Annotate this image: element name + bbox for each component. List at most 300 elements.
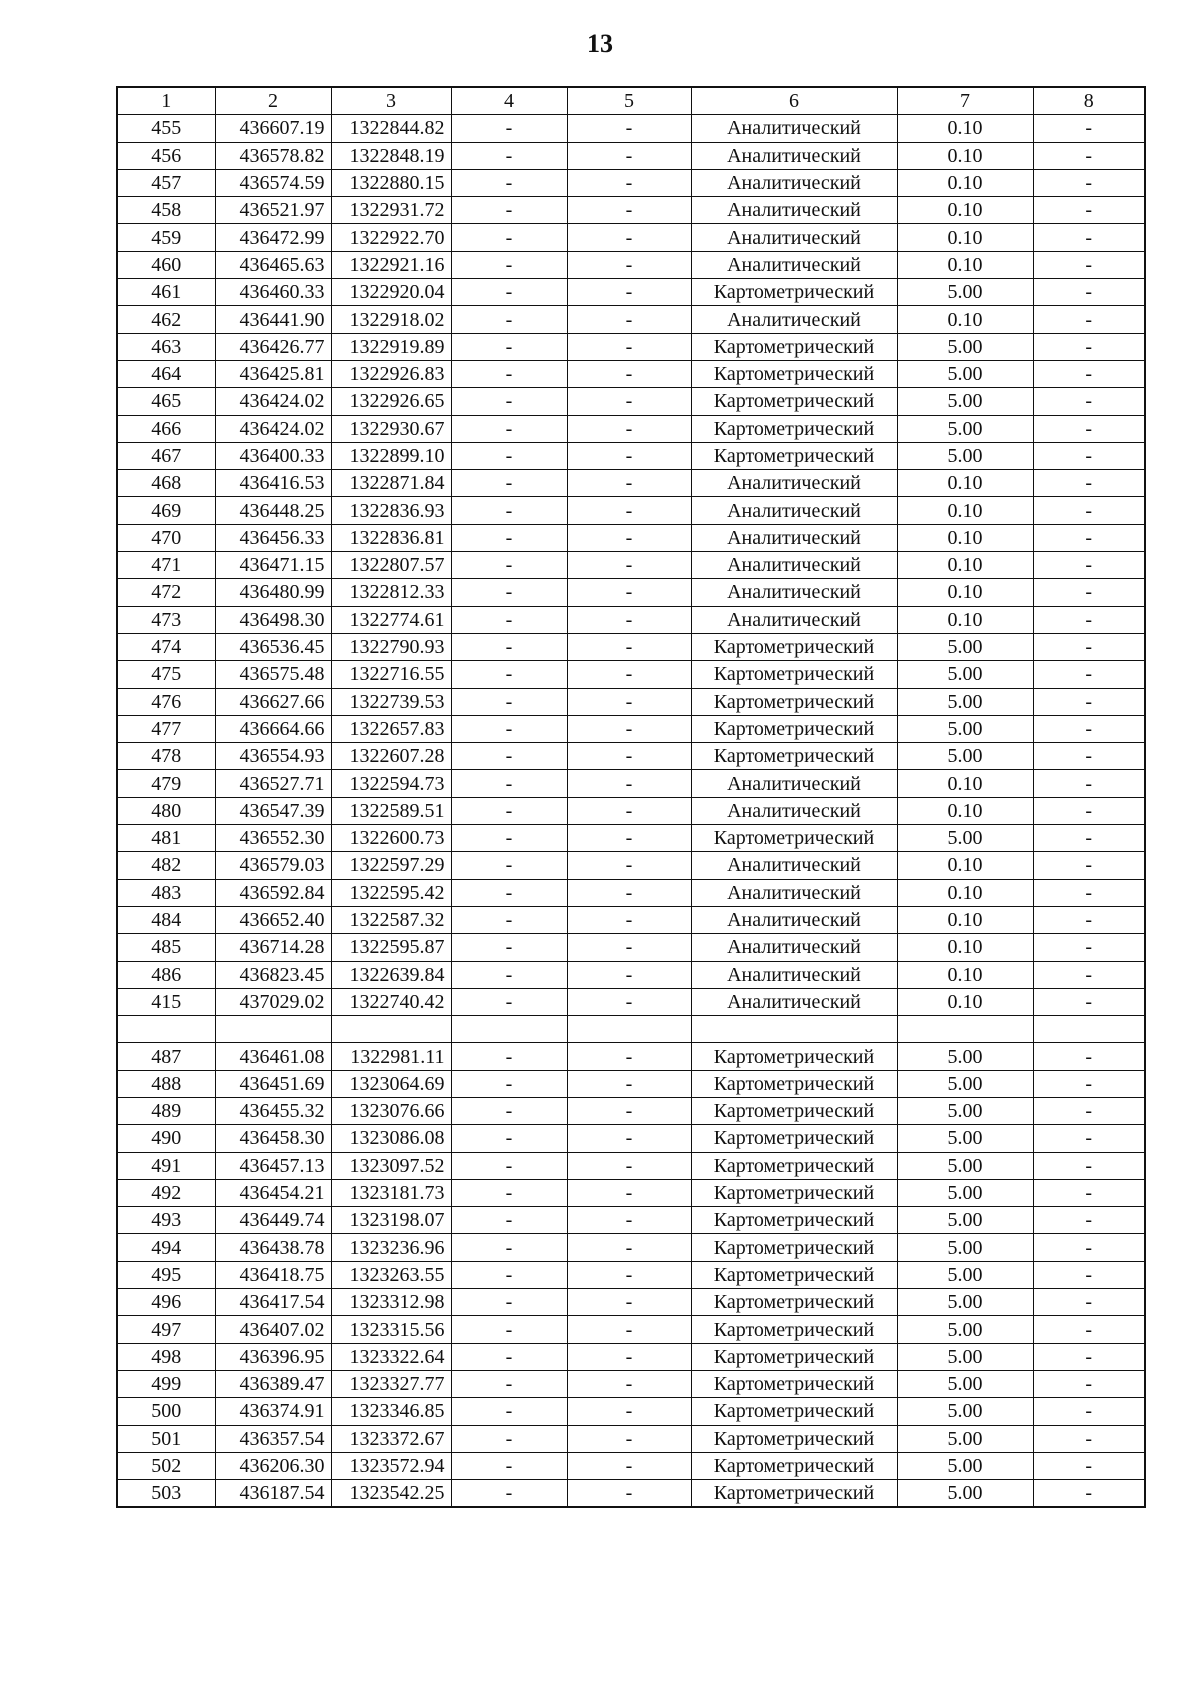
point-number-cell: 479 <box>117 770 215 797</box>
table-row <box>117 1370 1145 1397</box>
col5-cell: - <box>567 988 691 1015</box>
col8-cell: - <box>1033 442 1145 469</box>
col8-cell: - <box>1033 306 1145 333</box>
point-number-cell <box>117 1016 215 1043</box>
col4-cell: - <box>451 934 567 961</box>
y-coordinate-cell: 1322790.93 <box>331 633 451 660</box>
point-number-cell: 497 <box>117 1316 215 1343</box>
y-coordinate-cell: 1322774.61 <box>331 606 451 633</box>
x-coordinate-cell: 436552.30 <box>215 825 331 852</box>
x-coordinate-cell: 436374.91 <box>215 1398 331 1425</box>
point-number-cell: 489 <box>117 1097 215 1124</box>
y-coordinate-cell: 1322607.28 <box>331 743 451 770</box>
x-coordinate-cell: 436417.54 <box>215 1289 331 1316</box>
col5-cell: - <box>567 1343 691 1370</box>
table-row <box>117 1125 1145 1152</box>
col8-cell: - <box>1033 633 1145 660</box>
table-row <box>117 251 1145 278</box>
point-number-cell: 488 <box>117 1070 215 1097</box>
y-coordinate-cell: 1322812.33 <box>331 579 451 606</box>
col5-cell: - <box>567 633 691 660</box>
col8-cell: - <box>1033 279 1145 306</box>
x-coordinate-cell: 436449.74 <box>215 1207 331 1234</box>
col8-cell: - <box>1033 1343 1145 1370</box>
table-row <box>117 1070 1145 1097</box>
accuracy-cell: 5.00 <box>897 388 1033 415</box>
x-coordinate-cell <box>215 1016 331 1043</box>
header-col-8: 8 <box>1033 87 1145 115</box>
y-coordinate-cell: 1322931.72 <box>331 197 451 224</box>
accuracy-cell: 0.10 <box>897 197 1033 224</box>
point-number-cell: 496 <box>117 1289 215 1316</box>
method-cell: Картометрический <box>691 279 897 306</box>
accuracy-cell: 5.00 <box>897 1316 1033 1343</box>
point-number-cell: 465 <box>117 388 215 415</box>
col4-cell: - <box>451 797 567 824</box>
accuracy-cell: 5.00 <box>897 442 1033 469</box>
point-number-cell: 482 <box>117 852 215 879</box>
col8-cell: - <box>1033 1234 1145 1261</box>
y-coordinate-cell: 1323086.08 <box>331 1125 451 1152</box>
col5-cell: - <box>567 743 691 770</box>
col5-cell: - <box>567 360 691 387</box>
accuracy-cell: 5.00 <box>897 1261 1033 1288</box>
accuracy-cell: 0.10 <box>897 142 1033 169</box>
header-col-4: 4 <box>451 87 567 115</box>
table-header <box>117 87 1145 115</box>
accuracy-cell: 0.10 <box>897 224 1033 251</box>
accuracy-cell: 0.10 <box>897 169 1033 196</box>
y-coordinate-cell: 1322587.32 <box>331 906 451 933</box>
method-cell: Аналитический <box>691 142 897 169</box>
x-coordinate-cell: 436578.82 <box>215 142 331 169</box>
col5-cell: - <box>567 797 691 824</box>
y-coordinate-cell: 1322918.02 <box>331 306 451 333</box>
col8-cell: - <box>1033 825 1145 852</box>
method-cell: Картометрический <box>691 333 897 360</box>
col4-cell: - <box>451 1261 567 1288</box>
x-coordinate-cell: 436554.93 <box>215 743 331 770</box>
col5-cell: - <box>567 470 691 497</box>
point-number-cell: 492 <box>117 1179 215 1206</box>
header-col-3: 3 <box>331 87 451 115</box>
col8-cell: - <box>1033 333 1145 360</box>
accuracy-cell: 0.10 <box>897 934 1033 961</box>
col8-cell: - <box>1033 1452 1145 1479</box>
col4-cell: - <box>451 661 567 688</box>
x-coordinate-cell: 436396.95 <box>215 1343 331 1370</box>
y-coordinate-cell: 1322922.70 <box>331 224 451 251</box>
y-coordinate-cell: 1323076.66 <box>331 1097 451 1124</box>
accuracy-cell: 5.00 <box>897 688 1033 715</box>
col4-cell: - <box>451 169 567 196</box>
accuracy-cell: 0.10 <box>897 852 1033 879</box>
col8-cell: - <box>1033 115 1145 142</box>
table-row <box>117 1425 1145 1452</box>
col4-cell: - <box>451 1316 567 1343</box>
col4-cell <box>451 1016 567 1043</box>
accuracy-cell <box>897 1016 1033 1043</box>
col4-cell: - <box>451 470 567 497</box>
table-body <box>117 115 1145 1508</box>
table-row <box>117 224 1145 251</box>
point-number-cell: 475 <box>117 661 215 688</box>
col5-cell: - <box>567 142 691 169</box>
col4-cell: - <box>451 1289 567 1316</box>
point-number-cell: 483 <box>117 879 215 906</box>
col5-cell: - <box>567 1289 691 1316</box>
x-coordinate-cell: 436425.81 <box>215 360 331 387</box>
col4-cell: - <box>451 497 567 524</box>
x-coordinate-cell: 437029.02 <box>215 988 331 1015</box>
accuracy-cell: 5.00 <box>897 279 1033 306</box>
x-coordinate-cell: 436536.45 <box>215 633 331 660</box>
col8-cell: - <box>1033 169 1145 196</box>
header-col-6: 6 <box>691 87 897 115</box>
accuracy-cell: 5.00 <box>897 715 1033 742</box>
y-coordinate-cell: 1323198.07 <box>331 1207 451 1234</box>
point-number-cell: 480 <box>117 797 215 824</box>
accuracy-cell: 5.00 <box>897 415 1033 442</box>
method-cell: Аналитический <box>691 552 897 579</box>
point-number-cell: 495 <box>117 1261 215 1288</box>
table-row <box>117 388 1145 415</box>
accuracy-cell: 5.00 <box>897 1070 1033 1097</box>
table-row <box>117 415 1145 442</box>
y-coordinate-cell: 1323312.98 <box>331 1289 451 1316</box>
col4-cell: - <box>451 442 567 469</box>
y-coordinate-cell: 1323181.73 <box>331 1179 451 1206</box>
point-number-cell: 503 <box>117 1480 215 1508</box>
accuracy-cell: 5.00 <box>897 1398 1033 1425</box>
col8-cell: - <box>1033 524 1145 551</box>
y-coordinate-cell: 1323315.56 <box>331 1316 451 1343</box>
point-number-cell: 487 <box>117 1043 215 1070</box>
col4-cell: - <box>451 961 567 988</box>
col4-cell: - <box>451 1343 567 1370</box>
col4-cell: - <box>451 1425 567 1452</box>
point-number-cell: 467 <box>117 442 215 469</box>
col8-cell: - <box>1033 797 1145 824</box>
point-number-cell: 455 <box>117 115 215 142</box>
y-coordinate-cell: 1322639.84 <box>331 961 451 988</box>
col8-cell: - <box>1033 1398 1145 1425</box>
col8-cell: - <box>1033 360 1145 387</box>
col5-cell: - <box>567 1152 691 1179</box>
col8-cell: - <box>1033 852 1145 879</box>
method-cell: Картометрический <box>691 1425 897 1452</box>
y-coordinate-cell: 1322595.42 <box>331 879 451 906</box>
x-coordinate-cell: 436521.97 <box>215 197 331 224</box>
method-cell: Аналитический <box>691 934 897 961</box>
col5-cell: - <box>567 1480 691 1508</box>
accuracy-cell: 5.00 <box>897 1179 1033 1206</box>
col8-cell: - <box>1033 224 1145 251</box>
col8-cell: - <box>1033 715 1145 742</box>
y-coordinate-cell: 1323263.55 <box>331 1261 451 1288</box>
point-number-cell: 458 <box>117 197 215 224</box>
col4-cell: - <box>451 1398 567 1425</box>
y-coordinate-cell: 1323372.67 <box>331 1425 451 1452</box>
accuracy-cell: 5.00 <box>897 1425 1033 1452</box>
col5-cell: - <box>567 1179 691 1206</box>
point-number-cell: 485 <box>117 934 215 961</box>
col4-cell: - <box>451 1070 567 1097</box>
col4-cell: - <box>451 852 567 879</box>
point-number-cell: 459 <box>117 224 215 251</box>
col8-cell: - <box>1033 1480 1145 1508</box>
point-number-cell: 464 <box>117 360 215 387</box>
method-cell: Картометрический <box>691 633 897 660</box>
col8-cell: - <box>1033 879 1145 906</box>
method-cell <box>691 1016 897 1043</box>
table-row <box>117 142 1145 169</box>
accuracy-cell: 5.00 <box>897 825 1033 852</box>
table-row <box>117 715 1145 742</box>
col8-cell: - <box>1033 743 1145 770</box>
point-number-cell: 476 <box>117 688 215 715</box>
col5-cell: - <box>567 1043 691 1070</box>
col5-cell: - <box>567 333 691 360</box>
col5-cell: - <box>567 1125 691 1152</box>
method-cell: Аналитический <box>691 115 897 142</box>
col5-cell: - <box>567 1452 691 1479</box>
y-coordinate-cell: 1322740.42 <box>331 988 451 1015</box>
point-number-cell: 474 <box>117 633 215 660</box>
point-number-cell: 471 <box>117 552 215 579</box>
accuracy-cell: 0.10 <box>897 906 1033 933</box>
x-coordinate-cell: 436664.66 <box>215 715 331 742</box>
y-coordinate-cell: 1322600.73 <box>331 825 451 852</box>
accuracy-cell: 0.10 <box>897 470 1033 497</box>
col5-cell: - <box>567 524 691 551</box>
method-cell: Картометрический <box>691 1316 897 1343</box>
col8-cell: - <box>1033 1370 1145 1397</box>
method-cell: Аналитический <box>691 797 897 824</box>
x-coordinate-cell: 436438.78 <box>215 1234 331 1261</box>
y-coordinate-cell: 1323236.96 <box>331 1234 451 1261</box>
accuracy-cell: 5.00 <box>897 360 1033 387</box>
accuracy-cell: 5.00 <box>897 1043 1033 1070</box>
x-coordinate-cell: 436456.33 <box>215 524 331 551</box>
table-row <box>117 360 1145 387</box>
coordinates-table <box>116 86 1146 1508</box>
method-cell: Аналитический <box>691 606 897 633</box>
col5-cell: - <box>567 688 691 715</box>
point-number-cell: 456 <box>117 142 215 169</box>
y-coordinate-cell: 1322836.93 <box>331 497 451 524</box>
col5-cell: - <box>567 1425 691 1452</box>
col4-cell: - <box>451 743 567 770</box>
col4-cell: - <box>451 552 567 579</box>
point-number-cell: 415 <box>117 988 215 1015</box>
x-coordinate-cell: 436206.30 <box>215 1452 331 1479</box>
y-coordinate-cell: 1322739.53 <box>331 688 451 715</box>
col4-cell: - <box>451 579 567 606</box>
y-coordinate-cell: 1322848.19 <box>331 142 451 169</box>
x-coordinate-cell: 436461.08 <box>215 1043 331 1070</box>
table-row <box>117 1289 1145 1316</box>
y-coordinate-cell: 1322926.65 <box>331 388 451 415</box>
col4-cell: - <box>451 388 567 415</box>
accuracy-cell: 0.10 <box>897 879 1033 906</box>
y-coordinate-cell: 1323542.25 <box>331 1480 451 1508</box>
col5-cell: - <box>567 1234 691 1261</box>
table-row <box>117 633 1145 660</box>
method-cell: Аналитический <box>691 197 897 224</box>
method-cell: Картометрический <box>691 1125 897 1152</box>
accuracy-cell: 0.10 <box>897 251 1033 278</box>
col4-cell: - <box>451 1179 567 1206</box>
table-row <box>117 770 1145 797</box>
accuracy-cell: 5.00 <box>897 661 1033 688</box>
col5-cell: - <box>567 1398 691 1425</box>
table-row <box>117 1234 1145 1261</box>
col8-cell: - <box>1033 552 1145 579</box>
table-row <box>117 797 1145 824</box>
accuracy-cell: 0.10 <box>897 797 1033 824</box>
accuracy-cell: 5.00 <box>897 1234 1033 1261</box>
accuracy-cell: 0.10 <box>897 497 1033 524</box>
method-cell: Картометрический <box>691 1234 897 1261</box>
table-row <box>117 852 1145 879</box>
col4-cell: - <box>451 879 567 906</box>
point-number-cell: 491 <box>117 1152 215 1179</box>
y-coordinate-cell: 1322589.51 <box>331 797 451 824</box>
accuracy-cell: 0.10 <box>897 115 1033 142</box>
col5-cell <box>567 1016 691 1043</box>
accuracy-cell: 0.10 <box>897 524 1033 551</box>
method-cell: Аналитический <box>691 306 897 333</box>
col5-cell: - <box>567 415 691 442</box>
point-number-cell: 481 <box>117 825 215 852</box>
col4-cell: - <box>451 306 567 333</box>
col8-cell: - <box>1033 1043 1145 1070</box>
x-coordinate-cell: 436441.90 <box>215 306 331 333</box>
point-number-cell: 477 <box>117 715 215 742</box>
y-coordinate-cell: 1322920.04 <box>331 279 451 306</box>
header-col-7: 7 <box>897 87 1033 115</box>
col4-cell: - <box>451 1043 567 1070</box>
col5-cell: - <box>567 1316 691 1343</box>
table-row <box>117 197 1145 224</box>
accuracy-cell: 5.00 <box>897 1152 1033 1179</box>
table-row <box>117 1261 1145 1288</box>
y-coordinate-cell: 1322899.10 <box>331 442 451 469</box>
table-row <box>117 470 1145 497</box>
x-coordinate-cell: 436389.47 <box>215 1370 331 1397</box>
point-number-cell: 501 <box>117 1425 215 1452</box>
col4-cell: - <box>451 633 567 660</box>
accuracy-cell: 5.00 <box>897 1289 1033 1316</box>
accuracy-cell: 5.00 <box>897 1480 1033 1508</box>
col8-cell: - <box>1033 1097 1145 1124</box>
table-row <box>117 1316 1145 1343</box>
x-coordinate-cell: 436823.45 <box>215 961 331 988</box>
accuracy-cell: 5.00 <box>897 1207 1033 1234</box>
table-row <box>117 1452 1145 1479</box>
method-cell: Аналитический <box>691 770 897 797</box>
header-col-2: 2 <box>215 87 331 115</box>
x-coordinate-cell: 436714.28 <box>215 934 331 961</box>
col5-cell: - <box>567 251 691 278</box>
point-number-cell: 500 <box>117 1398 215 1425</box>
x-coordinate-cell: 436426.77 <box>215 333 331 360</box>
method-cell: Аналитический <box>691 251 897 278</box>
method-cell: Картометрический <box>691 1097 897 1124</box>
col5-cell: - <box>567 606 691 633</box>
col4-cell: - <box>451 333 567 360</box>
method-cell: Картометрический <box>691 388 897 415</box>
y-coordinate-cell: 1323322.64 <box>331 1343 451 1370</box>
accuracy-cell: 0.10 <box>897 579 1033 606</box>
table-row <box>117 1480 1145 1508</box>
table-row <box>117 1343 1145 1370</box>
col8-cell: - <box>1033 1425 1145 1452</box>
method-cell: Картометрический <box>691 1043 897 1070</box>
col5-cell: - <box>567 825 691 852</box>
table-row <box>117 1398 1145 1425</box>
x-coordinate-cell: 436607.19 <box>215 115 331 142</box>
col8-cell: - <box>1033 1207 1145 1234</box>
method-cell: Аналитический <box>691 470 897 497</box>
table-row <box>117 169 1145 196</box>
col5-cell: - <box>567 1261 691 1288</box>
col4-cell: - <box>451 142 567 169</box>
y-coordinate-cell: 1322807.57 <box>331 552 451 579</box>
y-coordinate-cell: 1322844.82 <box>331 115 451 142</box>
col4-cell: - <box>451 197 567 224</box>
table-row <box>117 552 1145 579</box>
col5-cell: - <box>567 552 691 579</box>
x-coordinate-cell: 436458.30 <box>215 1125 331 1152</box>
point-number-cell: 468 <box>117 470 215 497</box>
accuracy-cell: 0.10 <box>897 988 1033 1015</box>
col8-cell: - <box>1033 1316 1145 1343</box>
accuracy-cell: 5.00 <box>897 333 1033 360</box>
table-row <box>117 1097 1145 1124</box>
x-coordinate-cell: 436652.40 <box>215 906 331 933</box>
method-cell: Аналитический <box>691 879 897 906</box>
y-coordinate-cell: 1322926.83 <box>331 360 451 387</box>
table-row <box>117 333 1145 360</box>
x-coordinate-cell: 436480.99 <box>215 579 331 606</box>
col8-cell: - <box>1033 470 1145 497</box>
col5-cell: - <box>567 934 691 961</box>
col4-cell: - <box>451 1480 567 1508</box>
col4-cell: - <box>451 1152 567 1179</box>
table-row <box>117 442 1145 469</box>
x-coordinate-cell: 436498.30 <box>215 606 331 633</box>
x-coordinate-cell: 436527.71 <box>215 770 331 797</box>
x-coordinate-cell: 436627.66 <box>215 688 331 715</box>
x-coordinate-cell: 436400.33 <box>215 442 331 469</box>
x-coordinate-cell: 436455.32 <box>215 1097 331 1124</box>
col8-cell: - <box>1033 197 1145 224</box>
col5-cell: - <box>567 1370 691 1397</box>
col5-cell: - <box>567 306 691 333</box>
x-coordinate-cell: 436465.63 <box>215 251 331 278</box>
col8-cell: - <box>1033 1179 1145 1206</box>
table-row <box>117 115 1145 142</box>
col8-cell: - <box>1033 988 1145 1015</box>
col4-cell: - <box>451 1125 567 1152</box>
method-cell: Картометрический <box>691 661 897 688</box>
table-row <box>117 879 1145 906</box>
x-coordinate-cell: 436424.02 <box>215 388 331 415</box>
point-number-cell: 457 <box>117 169 215 196</box>
point-number-cell: 472 <box>117 579 215 606</box>
